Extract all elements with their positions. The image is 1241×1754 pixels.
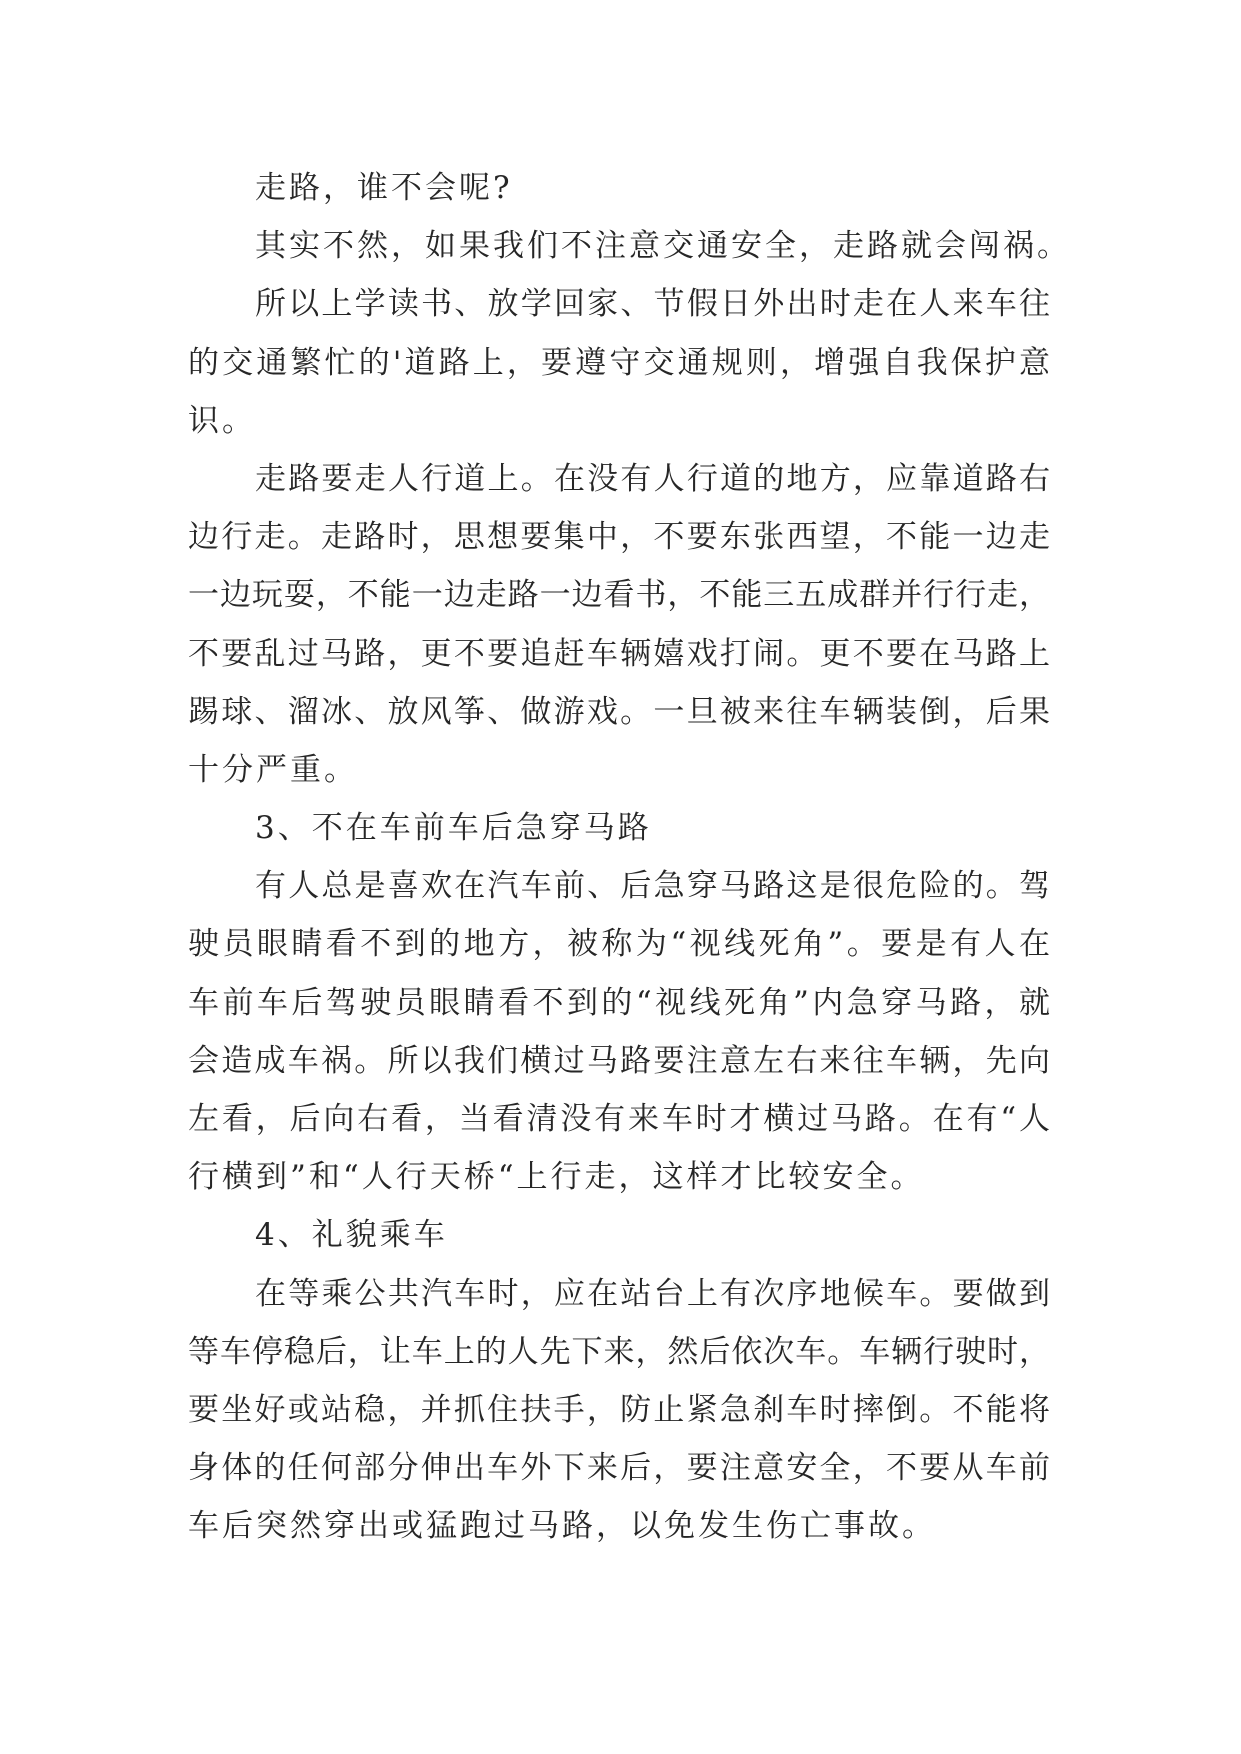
text-line: 驶员眼睛看不到的地方，被称为“视线死角”。要是有人在	[188, 926, 1050, 963]
section-heading	[188, 799, 1050, 857]
text-line: 识。	[188, 402, 256, 439]
text-line: 走路要走人行道上。在没有人行道的地方，应靠道路右	[255, 460, 1050, 497]
text-line: 边行走。走路时，思想要集中，不要东张西望，不能一边走	[188, 519, 1050, 556]
text-line: 一边玩耍，不能一边走路一边看书，不能三五成群并行行走，	[188, 577, 1050, 614]
text-line: 不要乱过马路，更不要追赶车辆嬉戏打闹。更不要在马路上	[188, 635, 1050, 672]
paragraph	[188, 217, 1071, 275]
text-line: 左看，后向右看，当看清没有来车时才横过马路。在有“人	[188, 1101, 1050, 1137]
text-line: 车前车后驾驶员眼睛看不到的“视线死角”内急穿马路，就	[188, 984, 1050, 1021]
text-line: 行横到”和“人行天桥“上行走，这样才比较安全。	[188, 1159, 925, 1196]
paragraph	[188, 857, 1050, 1206]
text-line: 踢球、溜冰、放风筝、做游戏。一旦被来往车辆装倒，后果	[188, 693, 1050, 730]
text-line: 会造成车祸。所以我们横过马路要注意左右来往车辆，先向	[188, 1042, 1050, 1079]
paragraph	[188, 450, 1050, 799]
paragraph	[188, 275, 1050, 450]
text-line: 车后突然穿出或猛跑过马路，以免发生伤亡事故。	[188, 1508, 936, 1545]
text-line: 在等乘公共汽车时，应在站台上有次序地候车。要做到	[255, 1275, 1050, 1312]
text-line: 等车停稳后，让车上的人先下来，然后依次车。车辆行驶时，	[188, 1333, 1050, 1370]
document-page	[188, 159, 1071, 1556]
text-line: 的交通繁忙的'道路上，要遵守交通规则，增强自我保护意	[188, 344, 1050, 381]
text-line: 3、不在车前车后急穿马路	[255, 810, 652, 847]
text-line: 4、礼貌乘车	[255, 1217, 448, 1254]
text-line: 有人总是喜欢在汽车前、后急穿马路这是很危险的。驾	[255, 868, 1050, 905]
section-heading	[188, 1206, 1050, 1264]
text-line: 要坐好或站稳，并抓住扶手，防止紧急刹车时摔倒。不能将	[188, 1391, 1050, 1428]
text-line: 十分严重。	[188, 751, 358, 788]
text-line: 走路，谁不会呢?	[255, 170, 513, 206]
paragraph	[188, 1265, 1050, 1556]
text-line: 其实不然，如果我们不注意交通安全，走路就会闯祸。	[255, 228, 1071, 265]
text-line: 所以上学读书、放学回家、节假日外出时走在人来车往	[255, 286, 1050, 323]
text-line: 身体的任何部分伸出车外下来后，要注意安全，不要从车前	[188, 1450, 1050, 1487]
paragraph	[188, 159, 1050, 217]
